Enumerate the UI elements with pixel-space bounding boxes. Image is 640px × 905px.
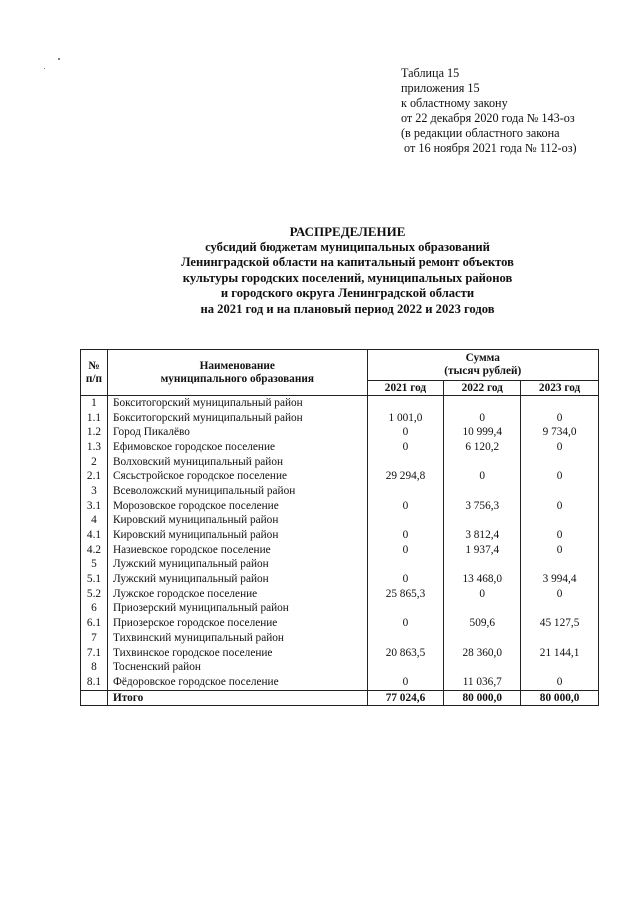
row-value-2023: 0 xyxy=(521,675,599,690)
row-name: Тихвинский муниципальный район xyxy=(107,631,367,646)
table-row xyxy=(81,616,599,631)
table-row xyxy=(81,543,599,558)
row-number: 1.3 xyxy=(81,440,108,455)
row-value-2021: 0 xyxy=(367,528,444,543)
row-value-2021 xyxy=(367,558,444,573)
row-number: 6.1 xyxy=(81,616,108,631)
appendix-note-line: от 22 декабря 2020 года № 143-оз xyxy=(401,111,575,125)
row-name: Бокситогорский муниципальный район xyxy=(107,411,367,426)
row-name: Фёдоровское городское поселение xyxy=(107,675,367,690)
row-value-2021: 20 863,5 xyxy=(367,646,444,661)
row-number: 3.1 xyxy=(81,499,108,514)
header-year-2022: 2022 год xyxy=(444,381,521,396)
title-line: на 2021 год и на плановый период 2022 и 2023 годов xyxy=(200,301,495,316)
row-value-2023 xyxy=(521,514,599,529)
row-value-2023: 21 144,1 xyxy=(521,646,599,661)
table-row xyxy=(81,425,599,440)
header-sum-unit: (тысяч рублей) xyxy=(444,365,522,377)
row-value-2021: 0 xyxy=(367,675,444,690)
row-value-2021: 0 xyxy=(367,543,444,558)
title-line: Ленинградской области на капитальный ремонт объектов xyxy=(181,255,514,269)
row-value-2022 xyxy=(444,660,521,675)
row-value-2023: 3 994,4 xyxy=(521,572,599,587)
title-main: РАСПРЕДЕЛЕНИЕ xyxy=(289,224,406,239)
subsidy-distribution-table xyxy=(80,349,599,706)
row-name: Сясьстройское городское поселение xyxy=(107,469,367,484)
header-sum-line: Сумма xyxy=(465,352,500,364)
document-title xyxy=(100,224,595,317)
header-number xyxy=(81,350,108,396)
table-row xyxy=(81,572,599,587)
table-row xyxy=(81,558,599,573)
table-row xyxy=(81,396,599,411)
row-value-2022: 1 937,4 xyxy=(444,543,521,558)
row-value-2022 xyxy=(444,558,521,573)
table-total-row xyxy=(81,690,599,706)
table-row xyxy=(81,675,599,690)
row-value-2021: 1 001,0 xyxy=(367,411,444,426)
table-row xyxy=(81,440,599,455)
table-row xyxy=(81,514,599,529)
row-value-2022: 0 xyxy=(444,469,521,484)
scan-speck xyxy=(44,68,45,69)
row-value-2023 xyxy=(521,484,599,499)
row-value-2021: 0 xyxy=(367,499,444,514)
table-row xyxy=(81,587,599,602)
total-2022: 80 000,0 xyxy=(444,690,521,706)
row-value-2023: 45 127,5 xyxy=(521,616,599,631)
header-name-line: Наименование xyxy=(199,359,275,372)
row-number: 4.2 xyxy=(81,543,108,558)
row-value-2022: 10 999,4 xyxy=(444,425,521,440)
row-number: 3 xyxy=(81,484,108,499)
row-value-2021 xyxy=(367,455,444,470)
row-value-2021 xyxy=(367,484,444,499)
row-name: Морозовское городское поселение xyxy=(107,499,367,514)
row-value-2022: 509,6 xyxy=(444,616,521,631)
row-number: 2 xyxy=(81,455,108,470)
row-value-2022 xyxy=(444,602,521,617)
row-value-2022 xyxy=(444,396,521,411)
row-value-2022: 0 xyxy=(444,587,521,602)
row-name: Приозерский муниципальный район xyxy=(107,602,367,617)
row-value-2022: 11 036,7 xyxy=(444,675,521,690)
row-number: 7.1 xyxy=(81,646,108,661)
header-year-2021: 2021 год xyxy=(367,381,444,396)
appendix-note-line: Таблица 15 xyxy=(401,66,460,80)
row-value-2023: 0 xyxy=(521,440,599,455)
row-value-2023 xyxy=(521,558,599,573)
row-name: Лужский муниципальный район xyxy=(107,558,367,573)
row-value-2023: 0 xyxy=(521,469,599,484)
total-2023: 80 000,0 xyxy=(521,690,599,706)
row-value-2021: 0 xyxy=(367,425,444,440)
row-value-2021 xyxy=(367,514,444,529)
row-number: 5.2 xyxy=(81,587,108,602)
row-value-2023: 9 734,0 xyxy=(521,425,599,440)
row-number: 1.2 xyxy=(81,425,108,440)
row-value-2021 xyxy=(367,660,444,675)
row-value-2023: 0 xyxy=(521,587,599,602)
title-line: культуры городских поселений, муниципальных районов xyxy=(182,270,513,285)
header-number-line: п/п xyxy=(85,372,103,385)
appendix-note-line: к областному закону xyxy=(401,96,508,110)
row-value-2023 xyxy=(521,602,599,617)
row-value-2021: 29 294,8 xyxy=(367,469,444,484)
row-number: 7 xyxy=(81,631,108,646)
row-value-2022: 3 756,3 xyxy=(444,499,521,514)
row-name: Бокситогорский муниципальный район xyxy=(107,396,367,411)
row-name: Ефимовское городское поселение xyxy=(107,440,367,455)
title-line: и городского округа Ленинградской области xyxy=(220,286,475,300)
row-number: 5 xyxy=(81,558,108,573)
row-number: 1.1 xyxy=(81,411,108,426)
row-value-2022: 13 468,0 xyxy=(444,572,521,587)
table-row xyxy=(81,602,599,617)
row-number: 1 xyxy=(81,396,108,411)
row-value-2023: 0 xyxy=(521,543,599,558)
table-row xyxy=(81,528,599,543)
row-name: Лужский муниципальный район xyxy=(107,572,367,587)
header-sum xyxy=(367,350,598,381)
header-name-line: муниципального образования xyxy=(160,372,314,385)
table-row xyxy=(81,631,599,646)
table-row xyxy=(81,660,599,675)
row-value-2023: 0 xyxy=(521,411,599,426)
row-name: Кировский муниципальный район xyxy=(107,528,367,543)
row-value-2021: 0 xyxy=(367,572,444,587)
row-name: Город Пикалёво xyxy=(107,425,367,440)
row-number: 4 xyxy=(81,514,108,529)
header-name xyxy=(107,350,367,396)
table-row xyxy=(81,411,599,426)
row-number: 2.1 xyxy=(81,469,108,484)
title-line: субсидий бюджетам муниципальных образований xyxy=(205,239,490,254)
row-name: Всеволожский муниципальный район xyxy=(107,484,367,499)
row-number: 8 xyxy=(81,660,108,675)
appendix-note-line: приложения 15 xyxy=(401,81,480,95)
row-name: Тихвинское городское поселение xyxy=(107,646,367,661)
row-value-2023 xyxy=(521,455,599,470)
appendix-note-line: от 16 ноября 2021 года № 112-оз) xyxy=(401,141,577,155)
table-row xyxy=(81,484,599,499)
row-value-2023 xyxy=(521,396,599,411)
row-number: 4.1 xyxy=(81,528,108,543)
table-row xyxy=(81,455,599,470)
appendix-note-line: (в редакции областного закона xyxy=(401,126,560,140)
row-value-2021: 25 865,3 xyxy=(367,587,444,602)
row-value-2023: 0 xyxy=(521,528,599,543)
row-number: 5.1 xyxy=(81,572,108,587)
row-value-2022 xyxy=(444,484,521,499)
table-row xyxy=(81,646,599,661)
row-value-2021: 0 xyxy=(367,440,444,455)
header-number-line: № xyxy=(88,359,100,372)
total-2021: 77 024,6 xyxy=(367,690,444,706)
row-value-2023 xyxy=(521,660,599,675)
table-row xyxy=(81,499,599,514)
row-number: 6 xyxy=(81,602,108,617)
row-name: Волховский муниципальный район xyxy=(107,455,367,470)
row-value-2023 xyxy=(521,631,599,646)
table-header-row xyxy=(81,350,599,381)
row-value-2021: 0 xyxy=(367,616,444,631)
row-value-2022 xyxy=(444,514,521,529)
row-value-2021 xyxy=(367,602,444,617)
row-value-2021 xyxy=(367,396,444,411)
row-value-2022: 6 120,2 xyxy=(444,440,521,455)
row-value-2022: 28 360,0 xyxy=(444,646,521,661)
row-name: Кировский муниципальный район xyxy=(107,514,367,529)
row-value-2023: 0 xyxy=(521,499,599,514)
row-value-2022: 3 812,4 xyxy=(444,528,521,543)
scan-speck xyxy=(58,58,60,60)
row-name: Назиевское городское поселение xyxy=(107,543,367,558)
row-value-2021 xyxy=(367,631,444,646)
row-value-2022 xyxy=(444,631,521,646)
row-name: Лужское городское поселение xyxy=(107,587,367,602)
header-year-2023: 2023 год xyxy=(521,381,599,396)
row-value-2022: 0 xyxy=(444,411,521,426)
total-label: Итого xyxy=(107,690,367,706)
table-row xyxy=(81,469,599,484)
total-number xyxy=(81,690,108,706)
appendix-note xyxy=(401,66,577,156)
row-name: Тосненский район xyxy=(107,660,367,675)
row-name: Приозерское городское поселение xyxy=(107,616,367,631)
row-value-2022 xyxy=(444,455,521,470)
row-number: 8.1 xyxy=(81,675,108,690)
